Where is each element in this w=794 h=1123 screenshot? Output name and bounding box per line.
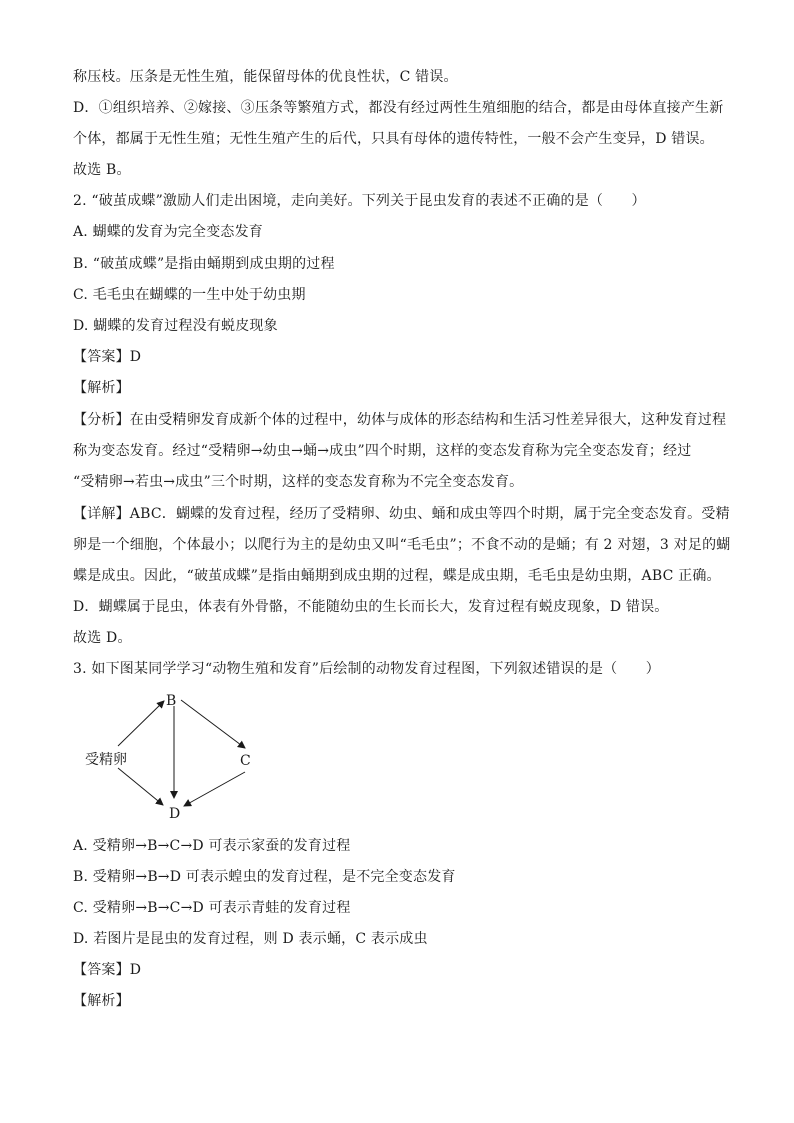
question-3-analysis-heading: 【解析】 — [73, 993, 130, 1009]
arrow-c-to-d — [184, 772, 245, 806]
detail-line-5: 故选 D。 — [73, 630, 132, 646]
question-2-option-b: B. “破茧成蝶”是指由蛹期到成虫期的过程 — [73, 256, 335, 272]
question-2-answer: 【答案】D — [73, 349, 142, 365]
detail-line-3: 蝶是成虫。因此，“破茧成蝶”是指由蛹期到成虫期的过程，蝶是成虫期，毛毛虫是幼虫期，ABC 正确。 — [73, 568, 721, 584]
analysis-line-3: “受精卵→若虫→成虫”三个时期，这样的变态发育称为不完全变态发育。 — [73, 474, 524, 490]
question-3-stem: 3. 如下图某同学学习“动物生殖和发育”后绘制的动物发育过程图，下列叙述错误的是（ ） — [73, 661, 660, 677]
detail-line-2: 卵是一个细胞，个体最小；以爬行为主的是幼虫又叫“毛毛虫”；不食不动的是蛹；有 2 对翅，3 对足的蝴 — [73, 537, 731, 553]
development-cycle-diagram — [78, 688, 268, 823]
node-d-label: D — [169, 806, 181, 822]
node-c-label: C — [240, 753, 251, 769]
question-3-option-d: D. 若图片是昆虫的发育过程，则 D 表示蛹，C 表示成虫 — [73, 931, 428, 947]
analysis-line-2: 称为变态发育。经过“受精卵→幼虫→蛹→成虫”四个时期，这样的变态发育称为完全变态发育；经过 — [73, 443, 692, 459]
text-line-2: D．①组织培养、②嫁接、③压条等繁殖方式，都没有经过两性生殖细胞的结合，都是由母体直接产生新 — [73, 100, 724, 116]
detail-line-1: 【详解】ABC．蝴蝶的发育过程，经历了受精卵、幼虫、蛹和成虫等四个时期，属于完全变态发育。受精 — [73, 506, 730, 522]
arrow-egg-to-b — [118, 701, 164, 746]
text-line-1: 称压枝。压条是无性生殖，能保留母体的优良性状，C 错误。 — [73, 69, 458, 85]
arrow-b-to-c — [181, 700, 245, 748]
question-2-analysis-heading: 【解析】 — [73, 380, 130, 396]
question-3-option-a: A. 受精卵→B→C→D 可表示家蚕的发育过程 — [73, 838, 351, 854]
detail-line-4: D．蝴蝶属于昆虫，体表有外骨骼，不能随幼虫的生长而长大，发育过程有蜕皮现象，D 错误。 — [73, 599, 669, 615]
question-3-option-c: C. 受精卵→B→C→D 可表示青蛙的发育过程 — [73, 900, 351, 916]
analysis-line-1: 【分析】在由受精卵发育成新个体的过程中，幼体与成体的形态结构和生活习性差异很大，这种发育过程 — [73, 412, 727, 428]
question-3-answer: 【答案】D — [73, 962, 142, 978]
question-2-option-a: A. 蝴蝶的发育为完全变态发育 — [73, 224, 264, 240]
text-line-4: 故选 B。 — [73, 162, 131, 178]
node-egg-label: 受精卵 — [85, 752, 127, 768]
question-2-option-c: C. 毛毛虫在蝴蝶的一生中处于幼虫期 — [73, 287, 306, 303]
question-2-option-d: D. 蝴蝶的发育过程没有蜕皮现象 — [73, 318, 278, 334]
text-line-3: 个体，都属于无性生殖；无性生殖产生的后代，只具有母体的遗传特性，一般不会产生变异，D 错误。 — [73, 131, 714, 147]
arrow-egg-to-d — [118, 768, 163, 805]
node-b-label: B — [166, 693, 177, 709]
question-3-option-b: B. 受精卵→B→D 可表示蝗虫的发育过程，是不完全变态发育 — [73, 869, 456, 885]
question-2-stem: 2. “破茧成蝶”激励人们走出困境，走向美好。下列关于昆虫发育的表述不正确的是（ ） — [73, 193, 646, 209]
